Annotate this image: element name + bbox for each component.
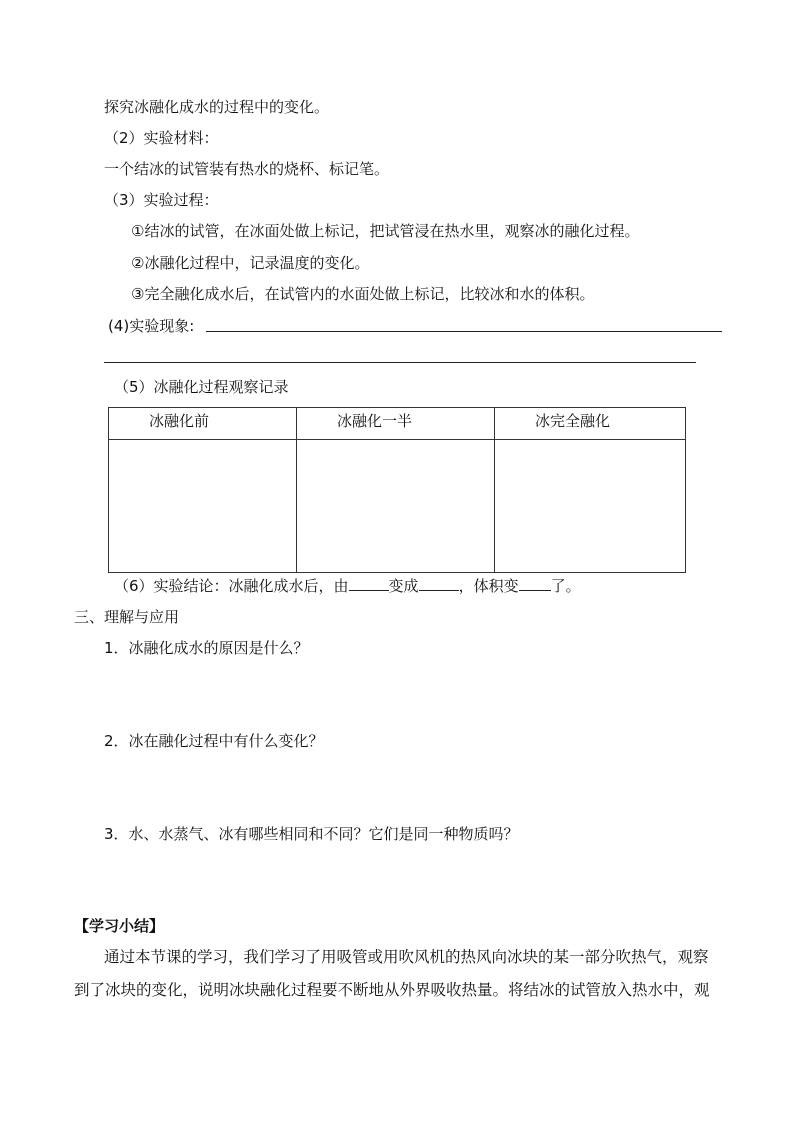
process-step-1: ①结冰的试管，在冰面处做上标记，把试管浸在热水里，观察冰的融化过程。: [131, 222, 640, 240]
process-step-3: ③完全融化成水后，在试管内的水面处做上标记，比较冰和水的体积。: [131, 285, 595, 303]
question-2: 2．冰在融化过程中有什么变化？: [104, 732, 324, 750]
purpose-text: 探究冰融化成水的过程中的变化。: [104, 98, 330, 116]
conclusion-blank-3[interactable]: [519, 576, 551, 591]
table-cell[interactable]: [495, 440, 686, 573]
table-cell[interactable]: [109, 440, 297, 573]
materials-text: 一个结冰的试管装有热水的烧杯、标记笔。: [104, 160, 390, 178]
section-title: 三、理解与应用: [74, 608, 180, 626]
conclusion-blank-1[interactable]: [349, 576, 389, 591]
phenomenon-answer-line-2[interactable]: [104, 362, 696, 363]
conclusion-part3: ，体积变: [458, 577, 519, 595]
table-header-cell: 冰完全融化: [495, 408, 686, 440]
observation-record-heading: （5）冰融化过程观察记录: [114, 378, 289, 396]
table-header-cell: 冰融化一半: [297, 408, 495, 440]
table-header-cell: 冰融化前: [109, 408, 297, 440]
table-header-row: [109, 408, 686, 440]
summary-title: 【学习小结】: [74, 917, 165, 935]
conclusion-line: [114, 576, 581, 596]
process-step-2: ②冰融化过程中，记录温度的变化。: [131, 254, 370, 272]
summary-line-1: 通过本节课的学习，我们学习了用吸管或用吹风机的热风向冰块的某一部分吹热气，观察: [104, 948, 709, 966]
conclusion-part4: 了。: [550, 577, 581, 595]
conclusion-part2: 变成: [388, 577, 419, 595]
phenomenon-label: (4)实验现象:: [108, 317, 195, 335]
table-row: [109, 440, 686, 573]
summary-line-2: 到了冰块的变化，说明冰块融化过程要不断地从外界吸收热量。将结冰的试管放入热水中，观: [74, 981, 710, 999]
table-cell[interactable]: [297, 440, 495, 573]
phenomenon-answer-line-1[interactable]: [206, 331, 722, 332]
observation-table: [108, 407, 686, 573]
question-1: 1．冰融化成水的原因是什么？: [104, 639, 309, 657]
conclusion-prefix: （6）实验结论：冰融化成水后，由: [114, 577, 349, 595]
question-3: 3．水、水蒸气、冰有哪些相同和不同？它们是同一种物质吗？: [104, 825, 519, 843]
conclusion-blank-2[interactable]: [419, 576, 459, 591]
process-heading: （3）实验过程：: [104, 191, 219, 209]
materials-heading: （2）实验材料：: [104, 129, 219, 147]
